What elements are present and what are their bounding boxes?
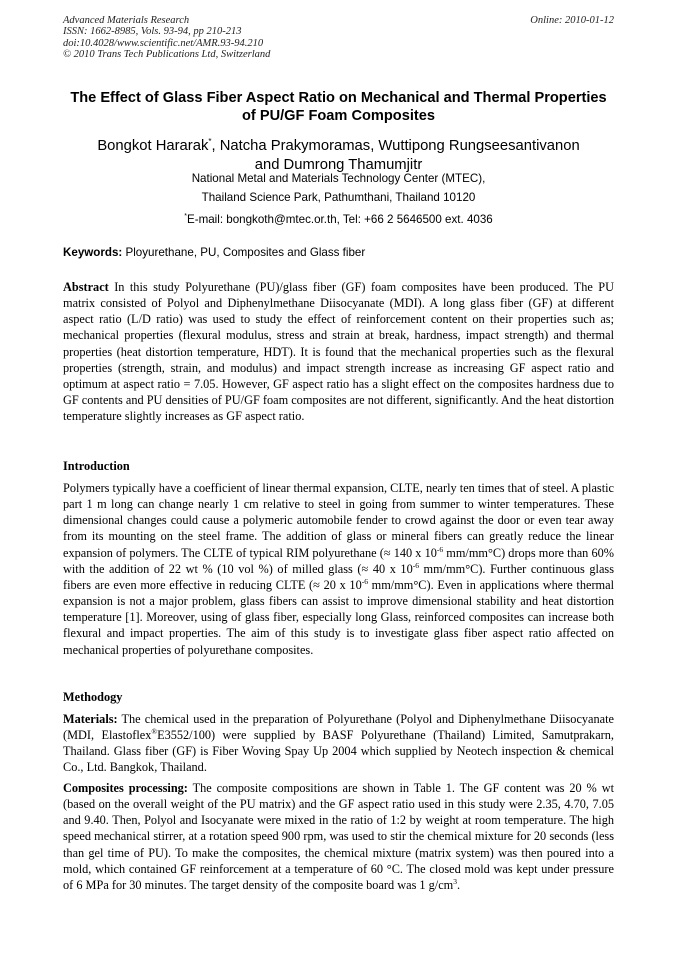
materials-text-2: E3552/100) were supplied by BASF Polyurethane (Thailand) Limited, Samutprakarn, Thailand. Glass fiber (GF) is Fiber Woving Spay Up 2004 which supplied by Neotech inspection & chemical Co., Ltd. Bangkok, Thailand. <box>63 728 614 775</box>
keywords-text: Ployurethane, PU, Composites and Glass fiber <box>122 246 366 259</box>
materials-text-1: The chemical used in the preparation of Polyurethane (Polyol and Diphenylmethane Diisocyanate (MDI, Elastoflex <box>63 712 614 743</box>
intro-text-2: mm/mm°C) drops more than 60% with the addition of 22 wt % (10 vol %) of milled glass (≈ 40 x 10 <box>63 545 614 576</box>
keywords-label: Keywords: <box>63 246 123 259</box>
intro-text-4: mm/mm°C). Even in applications where thermal expansion is not a major problem, glass fibers can assist to improve dimensional stability and heat distortion temperature [1]. Moreover, using of glass fiber, especially long Glass, reinforced composites can increase both flexural and impact properties. The aim of this study is to investigate glass fiber aspect ratio affected on mechanical properties of polyurethane composites. <box>63 577 614 657</box>
intro-text-3: mm/mm°C). Further continuous glass fibers are even more effective in reducing CLTE (≈ 20 x 10 <box>63 561 614 592</box>
materials-paragraph <box>63 711 614 776</box>
abstract-paragraph <box>63 279 614 424</box>
intro-text-1: Polymers typically have a coefficient of linear thermal expansion, CLTE, nearly ten times that of steel. A plastic part 1 m long can change nearly 1 cm relative to steel in going from summer to winter temperatures. These dimensional changes could cause a polymeric automobile fender to crowd against the door or even tear away from its mounting on the steel frame. The addition of glass or mineral fibers can greatly reduce the linear expansion of polymers. The CLTE of typical RIM polyurethane (≈ 140 x 10 <box>63 481 614 560</box>
abstract-label: Abstract <box>63 280 109 294</box>
author-others: , Natcha Prakymoramas, Wuttipong Rungseesantivanon <box>211 137 580 154</box>
contact-email-line <box>63 210 614 227</box>
processing-text-2: . <box>457 877 461 892</box>
issn-line: ISSN: 1662-8985, Vols. 93-94, pp 210-213 <box>63 26 242 38</box>
corresponding-mark: * <box>208 137 212 146</box>
keywords <box>63 246 614 260</box>
introduction-paragraph <box>63 480 614 658</box>
affiliation-line-1: National Metal and Materials Technology Center (MTEC), <box>191 172 486 185</box>
intro-exponent-2: -6 <box>412 560 419 570</box>
paper-title: The Effect of Glass Fiber Aspect Ratio on Mechanical and Thermal Properties of PU/GF Foam Composites <box>70 90 607 124</box>
online-date: Online: 2010-01-12 <box>530 15 614 26</box>
affiliation-line-2: Thailand Science Park, Pathumthani, Thailand 10120 <box>201 191 476 204</box>
journal-name: Advanced Materials Research <box>63 15 190 26</box>
registered-mark: ® <box>151 727 158 737</box>
email-mark: * <box>184 213 187 220</box>
intro-exponent-3: -6 <box>361 576 368 586</box>
methodology-heading: Methodogy <box>63 690 123 704</box>
intro-exponent-1: -6 <box>436 544 444 554</box>
author-list <box>63 132 614 175</box>
email-text: E-mail: bongkoth@mtec.or.th, Tel: +66 2 5646500 ext. 4036 <box>186 212 493 226</box>
introduction-heading: Introduction <box>63 459 130 473</box>
doi-line: doi:10.4028/www.scientific.net/AMR.93-94.210 <box>63 37 264 49</box>
author-primary: Bongkot Hararak <box>97 137 209 154</box>
materials-label: Materials: <box>63 712 118 726</box>
copyright-line: © 2010 Trans Tech Publications Ltd, Switzerland <box>63 48 271 60</box>
processing-label: Composites processing: <box>63 781 188 795</box>
journal-header <box>63 15 614 60</box>
unit-exponent: 3 <box>453 876 457 886</box>
processing-text-1: The composite compositions are shown in Table 1. The GF content was 20 % wt (based on the overall weight of the PU matrix) and the GF aspect ratio used in this study were 2.35, 4.70, 7.05 and 9.40. Then, Polyol and Isocyanate were mixed in the ratio of 1:2 by weight at room temperature. The high speed mechanical stirrer, at a rotation speed 900 rpm, was used to stir the chemical mixture for 20 seconds (less than gel time of PU). To make the composites, the chemical mixture (matrix system) was then poured into a mold, which contained GF reinforcement at a temperature of 60 °C. The closed mold was kept under pressure of 6 MPa for 30 minutes. The target density of the composite board was 1 g/cm <box>63 781 614 892</box>
abstract-text: In this study Polyurethane (PU)/glass fiber (GF) foam composites have been produced. The PU matrix consisted of Polyol and Diphenylmethane Diisocyanate (MDI). A long glass fiber (GF) at different aspect ratio (L/D ratio) was used to study the effect of reinforcement content on their properties such as; mechanical properties (flexural modulus, stress and strain at break, hardness, impact strength) and thermal properties (heat distortion temperature, HDT). It is found that the mechanical properties such as the flexural properties (strength, strain, and modulus) and impact strength increase as increasing GF aspect ratio and optimum at aspect ratio = 7.05. However, GF aspect ratio has a slight effect on the composites hardness due to GF contents and PU densities of PU/GF foam composites are not different, significantly. And the heat distortion temperature slightly increases as GF aspect ratio. <box>63 280 614 424</box>
author-last: and Dumrong Thamumjitr <box>254 156 423 173</box>
processing-paragraph <box>63 780 614 893</box>
